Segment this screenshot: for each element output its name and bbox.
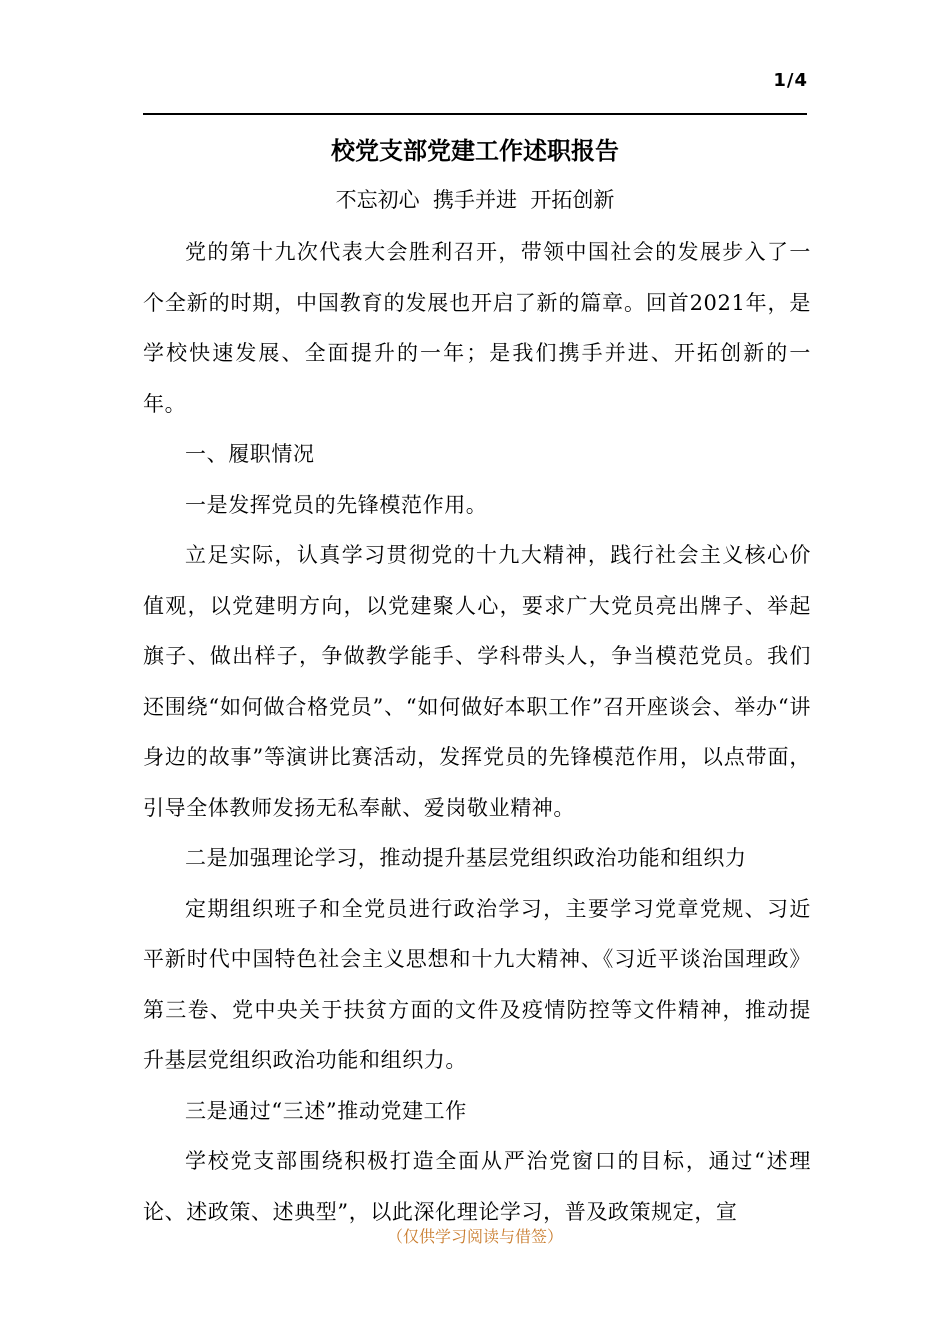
header-rule bbox=[143, 113, 807, 115]
document-body bbox=[143, 227, 811, 1237]
body-paragraph-vanguard: 立足实际，认真学习贯彻党的十九大精神，践行社会主义核心价值观，以党建明方向，以党建聚人心，要求广大党员亮出牌子、举起旗子、做出样子，争做教学能手、学科带头人，争当模范党员。我们还围绕“如何做合格党员”、“如何做好本职工作”召开座谈会、举办“讲身边的故事”等演讲比赛活动，发挥党员的先锋模范作用，以点带面，引导全体教师发扬无私奉献、爱岗敬业精神。 bbox=[143, 543, 811, 820]
section-heading-performance: 一、履职情况 bbox=[185, 442, 315, 466]
subsection-heading-theory-study: 二是加强理论学习，推动提升基层党组织政治功能和组织力 bbox=[185, 846, 747, 870]
body-paragraph-three-reports: 学校党支部围绕积极打造全面从严治党窗口的目标，通过“述理论、述政策、述典型”，以此深化理论学习，普及政策规定，宣 bbox=[143, 1149, 811, 1224]
document-title: 校党支部党建工作述职报告 bbox=[331, 136, 619, 165]
subsection-heading-vanguard: 一是发挥党员的先锋模范作用。 bbox=[185, 492, 488, 517]
body-paragraph-intro: 党的第十九次代表大会胜利召开，带领中国社会的发展步入了一个全新的时期，中国教育的发展也开启了新的篇章。回首2021年，是学校快速发展、全面提升的一年；是我们携手并进、开拓创新的一年。 bbox=[143, 240, 811, 416]
body-paragraph-theory-study: 定期组织班子和全党员进行政治学习，主要学习党章党规、习近平新时代中国特色社会主义思想和十九大精神、《习近平谈治国理政》第三卷、党中央关于扶贫方面的文件及疫情防控等文件精神，推动提升基层党组织政治功能和组织力。 bbox=[143, 896, 811, 1072]
footer-note: （仅供学习阅读与借签） bbox=[386, 1227, 563, 1246]
document-subtitle: 不忘初心 携手并进 开拓创新 bbox=[335, 188, 615, 212]
page-number: 1/4 bbox=[773, 70, 808, 91]
subsection-heading-three-reports: 三是通过“三述”推动党建工作 bbox=[185, 1098, 467, 1123]
